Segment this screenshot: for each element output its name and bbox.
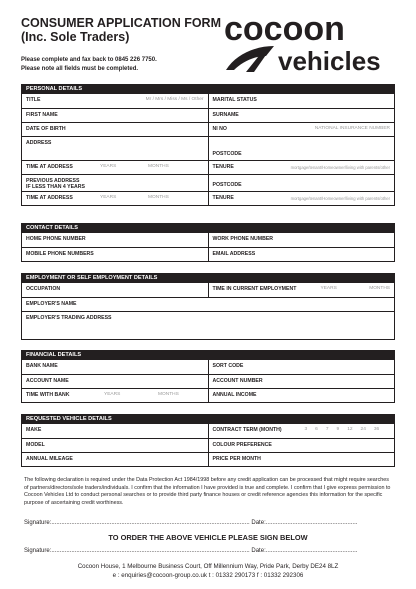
time-in-employment-field[interactable]	[208, 283, 395, 297]
bank-name-field[interactable]	[22, 360, 208, 374]
field-label: NI NO	[212, 126, 227, 132]
field-label: TIME IN CURRENT EMPLOYMENT	[212, 286, 297, 292]
field-label: MAKE	[26, 427, 42, 433]
personal-details-section	[21, 84, 395, 206]
make-field[interactable]	[22, 424, 208, 438]
form-row	[22, 94, 394, 108]
form-row	[22, 108, 394, 122]
account-number-field[interactable]	[208, 375, 395, 388]
price-per-month-field[interactable]	[208, 453, 395, 466]
logo-word-vehicles: vehicles	[278, 46, 381, 76]
contact-details-section	[21, 223, 395, 262]
term-options	[305, 427, 380, 432]
form-row	[22, 424, 394, 438]
form-row	[22, 297, 394, 311]
account-name-field[interactable]	[22, 375, 208, 388]
ni-number-field[interactable]	[208, 123, 395, 136]
term-option[interactable]: 6	[315, 427, 318, 432]
previous-time-at-address-field[interactable]	[22, 192, 208, 205]
field-label: EMPLOYER'S NAME	[26, 301, 77, 307]
section-heading: REQUESTED VEHICLE DETAILS	[22, 415, 394, 424]
field-label: DATE OF BIRTH	[26, 126, 66, 132]
form-row	[22, 283, 394, 297]
contract-term-field[interactable]	[208, 424, 395, 438]
term-option[interactable]: 12	[347, 427, 353, 432]
employer-name-field[interactable]	[22, 298, 394, 311]
form-row	[22, 191, 394, 205]
field-label: EMAIL ADDRESS	[212, 251, 256, 257]
surname-field[interactable]	[208, 109, 395, 122]
form-title	[21, 16, 221, 44]
sort-code-field[interactable]	[208, 360, 395, 374]
data-protection-declaration: The following declaration is required under the Data Protection Act 1984/1998 before any credit application can be processed that might require searches of partners/directors/sole traders/individuals. I confirm that the information I have provided is true and complete. I confirm that I give express permission to Cocoon Vehicles Ltd to conduct personal searches or to provide third party finance houses or credit reference agencies this information for the specific purpose of ascertaining credit worthiness.	[24, 477, 391, 506]
employment-details-section	[21, 273, 395, 340]
months-hint: MONTHS	[148, 195, 169, 200]
field-label: POSTCODE	[212, 182, 242, 188]
term-option[interactable]: 3	[304, 427, 308, 432]
title-field[interactable]	[22, 94, 208, 108]
months-hint: MONTHS	[148, 164, 169, 169]
term-option[interactable]: 36	[373, 427, 380, 432]
years-hint: YEARS	[100, 164, 117, 169]
field-label: TITLE	[26, 97, 41, 103]
occupation-field[interactable]	[22, 283, 208, 297]
years-hint: YEARS	[320, 286, 337, 291]
tenure-field[interactable]	[208, 161, 395, 174]
first-name-field[interactable]	[22, 109, 208, 122]
postcode-field[interactable]	[208, 137, 395, 160]
field-label: WORK PHONE NUMBER	[212, 236, 274, 242]
address-field[interactable]	[22, 137, 208, 160]
field-label: TENURE	[212, 164, 234, 170]
field-label: ANNUAL INCOME	[212, 392, 257, 398]
field-label: TIME AT ADDRESS	[26, 195, 73, 201]
section-heading: PERSONAL DETAILS	[22, 85, 394, 94]
form-row	[22, 233, 394, 247]
employer-trading-address-field[interactable]	[22, 312, 394, 339]
form-row	[22, 452, 394, 466]
form-row	[22, 360, 394, 374]
work-phone-field[interactable]	[208, 233, 395, 247]
tenure-hint: mortgage/tenant/Homeowner/living with parents/other	[290, 196, 390, 201]
field-label: COLOUR PREFERENCE	[212, 442, 272, 448]
field-label: MARITAL STATUS	[212, 97, 257, 103]
annual-mileage-field[interactable]	[22, 453, 208, 466]
field-label: POSTCODE	[212, 151, 242, 157]
field-label: OCCUPATION	[26, 286, 61, 292]
field-label: TIME WITH BANK	[26, 392, 70, 398]
field-label: TENURE	[212, 195, 234, 201]
company-footer	[0, 562, 416, 580]
section-heading: FINANCIAL DETAILS	[22, 351, 394, 360]
form-row	[22, 122, 394, 136]
colour-preference-field[interactable]	[208, 439, 395, 452]
field-label: ADDRESS	[26, 140, 52, 146]
field-label: MODEL	[26, 442, 45, 448]
form-row	[22, 374, 394, 388]
previous-address-field[interactable]	[22, 175, 208, 191]
signature-line-2[interactable]: Signature:....................................................................................................................... Date:.......................................................	[24, 548, 358, 554]
marital-status-field[interactable]	[208, 94, 395, 108]
cocoon-vehicles-logo	[222, 10, 402, 78]
field-label: HOME PHONE NUMBER	[26, 236, 86, 242]
mobile-phone-field[interactable]	[22, 248, 208, 261]
form-title-line2: (Inc. Sole Traders)	[21, 30, 130, 44]
form-row	[22, 136, 394, 160]
field-label: PRICE PER MONTH	[212, 456, 261, 462]
previous-postcode-field[interactable]	[208, 175, 395, 191]
title-hint: Mr / Mrs / Miss / Ms / Other	[145, 97, 204, 102]
term-option[interactable]: 9	[336, 427, 340, 432]
field-label: ANNUAL MILEAGE	[26, 456, 73, 462]
field-label: EMPLOYER'S TRADING ADDRESS	[26, 315, 112, 321]
form-row	[22, 388, 394, 402]
dob-field[interactable]	[22, 123, 208, 136]
years-hint: YEARS	[100, 195, 117, 200]
field-label: FIRST NAME	[26, 112, 58, 118]
tenure-hint: mortgage/tenant/Homeowner/living with parents/other	[290, 165, 390, 170]
fields-note: Please note all fields must be completed.	[21, 66, 139, 72]
form-row	[22, 438, 394, 452]
annual-income-field[interactable]	[208, 389, 395, 402]
years-hint: YEARS	[104, 392, 121, 397]
signature-line-1[interactable]: Signature:....................................................................................................................... Date:.......................................................	[24, 520, 358, 526]
model-field[interactable]	[22, 439, 208, 452]
field-label: PREVIOUS ADDRESS	[26, 178, 80, 184]
field-label: SORT CODE	[212, 363, 244, 369]
field-label: SURNAME	[212, 112, 239, 118]
vehicle-details-section	[21, 414, 395, 467]
fax-note: Please complete and fax back to 0845 226 7750.	[21, 57, 157, 63]
term-option[interactable]: 24	[360, 427, 366, 432]
field-label: ACCOUNT NAME	[26, 378, 69, 384]
field-label: TIME AT ADDRESS	[26, 164, 73, 170]
form-row	[22, 174, 394, 191]
logo-car-mark	[226, 46, 274, 72]
field-label: ACCOUNT NUMBER	[212, 378, 263, 384]
section-heading: CONTACT DETAILS	[22, 224, 394, 233]
time-with-bank-field[interactable]	[22, 389, 208, 402]
form-row	[22, 311, 394, 339]
logo-word-cocoon: cocoon	[224, 10, 345, 48]
previous-tenure-field[interactable]	[208, 192, 395, 205]
company-contact: e : enquiries@cocoon-group.co.uk t : 01332 290173 f : 01332 292306	[112, 572, 304, 579]
term-option[interactable]: 7	[325, 427, 329, 432]
email-field[interactable]	[208, 248, 395, 261]
field-label: IF LESS THAN 4 YEARS	[26, 184, 85, 190]
ni-hint: NATIONAL INSURANCE NUMBER	[314, 126, 390, 131]
company-address: Cocoon House, 1 Melbourne Business Court, Off Millennium Way, Pride Park, Derby DE24 8LZ	[77, 563, 339, 570]
order-instruction: TO ORDER THE ABOVE VEHICLE PLEASE SIGN BELOW	[108, 533, 308, 542]
form-row	[22, 247, 394, 261]
form-row	[22, 160, 394, 174]
form-title-line1: CONSUMER APPLICATION FORM	[21, 16, 221, 30]
months-hint: MONTHS	[369, 286, 390, 291]
time-at-address-field[interactable]	[22, 161, 208, 174]
months-hint: MONTHS	[158, 392, 179, 397]
field-label: BANK NAME	[26, 363, 58, 369]
field-label: MOBILE PHONE NUMBERS	[26, 251, 94, 257]
intro-notes	[21, 56, 157, 74]
section-heading: EMPLOYMENT OR SELF EMPLOYMENT DETAILS	[22, 274, 394, 283]
financial-details-section	[21, 350, 395, 403]
field-label: CONTRACT TERM (MONTH)	[212, 427, 282, 433]
home-phone-field[interactable]	[22, 233, 208, 247]
